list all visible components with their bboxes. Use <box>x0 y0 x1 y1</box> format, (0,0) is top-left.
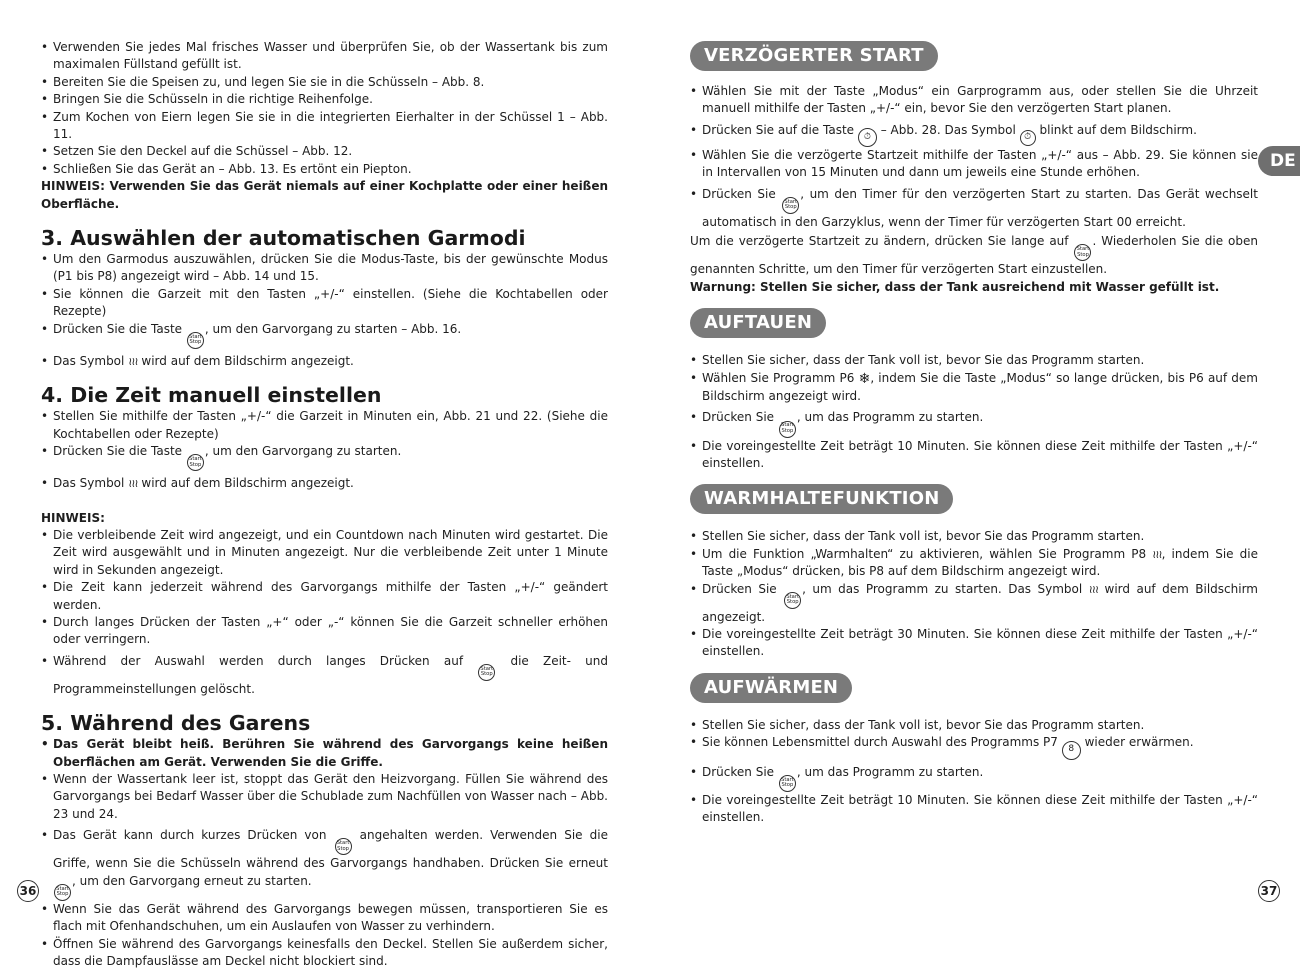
list-item: • Setzen Sie den Deckel auf die Schüssel – Abb. 12. <box>41 143 608 160</box>
list-item: • Drücken Sie Start Stop , um das Programm zu starten. <box>690 409 1258 437</box>
section-title-reheat: AUFWÄRMEN <box>690 673 852 703</box>
list-item: • Die voreingestellte Zeit beträgt 10 Minuten. Sie können diese Zeit mithilfe der Tasten „+/-“ einstellen. <box>690 792 1258 827</box>
list-item: • Wählen Sie Programm P6 ❄, indem Sie die Taste „Modus“ so lange drücken, bis P6 auf dem Bildschirm angezeigt wird. <box>690 370 1258 406</box>
start-stop-key-icon: Start Stop <box>54 884 71 901</box>
list-item: • Verwenden Sie jedes Mal frisches Wasser und überprüfen Sie, ob der Wassertank bis zum maximalen Füllstand gefüllt ist. <box>41 39 608 74</box>
list-item: • Sie können Lebensmittel durch Auswahl des Programms P7 8 wieder erwärmen. <box>690 734 1258 759</box>
start-stop-key-icon: Start Stop <box>784 592 801 609</box>
language-tab: DE <box>1258 146 1300 176</box>
list-item: • Stellen Sie sicher, dass der Tank voll ist, bevor Sie das Programm starten. <box>690 352 1258 369</box>
list-item: • Wählen Sie die verzögerte Startzeit mithilfe der Tasten „+/-“ aus – Abb. 29. Sie können sie in Intervallen von 15 Minuten und dann um jeweils eine Stunde erhöhen. <box>690 147 1258 182</box>
list-item: • Die voreingestellte Zeit beträgt 10 Minuten. Sie können diese Zeit mithilfe der Tasten „+/-“ einstellen. <box>690 438 1258 473</box>
intro-note: HINWEIS: Verwenden Sie das Gerät niemals auf einer Kochplatte oder einer heißen Oberfläche. <box>41 179 608 211</box>
delayed-start-warning: Warnung: Stellen Sie sicher, dass der Tank ausreichend mit Wasser gefüllt ist. <box>690 279 1220 294</box>
note-list <box>41 527 608 698</box>
steam-icon: ≀≀≀ <box>128 354 138 368</box>
thaw-list <box>690 352 1258 472</box>
steam-icon: ≀≀≀ <box>1088 582 1099 596</box>
list-item: • Drücken Sie Start Stop , um den Timer für den verzögerten Start zu starten. Das Gerät wechselt automatisch in den Garzyklus, wenn der Timer für verzögerten Start 00 erreicht. <box>690 186 1258 232</box>
list-item: • Stellen Sie sicher, dass der Tank voll ist, bevor Sie das Programm starten. <box>690 528 1258 545</box>
page-number-left: 36 <box>17 880 39 902</box>
section-4-list <box>41 408 608 492</box>
list-item: • Schließen Sie das Gerät an – Abb. 13. Es ertönt ein Piepton. <box>41 161 608 178</box>
keep-warm-list <box>690 528 1258 661</box>
list-item: • Drücken Sie Start Stop , um das Programm zu starten. <box>690 764 1258 792</box>
list-item: • Das Symbol ≀≀≀ wird auf dem Bildschirm angezeigt. <box>41 475 608 492</box>
section-3-title: 3. Auswählen der automatischen Garmodi <box>41 226 526 251</box>
list-item: • Um den Garmodus auszuwählen, drücken Sie die Modus-Taste, bis der gewünschte Modus (P1 bis P8) angezeigt wird – Abb. 14 und 15. <box>41 251 608 286</box>
list-item: • Drücken Sie die Taste Start Stop , um den Garvorgang zu starten – Abb. 16. <box>41 321 608 349</box>
section-5-list <box>41 736 608 970</box>
section-5-title: 5. Während des Garens <box>41 711 311 736</box>
steam-icon: ≀≀≀ <box>128 477 138 491</box>
list-item: • Öffnen Sie während des Garvorgangs keinesfalls den Deckel. Stellen Sie außerdem sicher, dass die Dampfauslässe am Deckel nicht blockiert sind. <box>41 936 608 971</box>
start-stop-key-icon: Start Stop <box>335 838 352 855</box>
right-page <box>690 0 1258 826</box>
delay-key-icon: ⏱ <box>858 128 877 147</box>
page-number-right: 37 <box>1258 880 1280 902</box>
start-stop-key-icon: Start Stop <box>1074 244 1091 261</box>
list-item: • Bereiten Sie die Speisen zu, und legen Sie sie in die Schüsseln – Abb. 8. <box>41 74 608 91</box>
list-item: • Stellen Sie mithilfe der Tasten „+/-“ die Garzeit in Minuten ein, Abb. 21 und 22. (Siehe die Kochtabellen oder Rezepte) <box>41 408 608 443</box>
list-item: • Zum Kochen von Eiern legen Sie sie in die integrierten Eierhalter in der Schüssel 1 – Abb. 11. <box>41 109 608 144</box>
list-item: • Wenn Sie das Gerät während des Garvorgangs bewegen müssen, transportieren Sie es flach mit Ofenhandschuhen, um ein Auslaufen von Wasser zu verhindern. <box>41 901 608 936</box>
section-title-thaw: AUFTAUEN <box>690 308 826 338</box>
list-item: • Stellen Sie sicher, dass der Tank voll ist, bevor Sie das Programm starten. <box>690 717 1258 734</box>
list-item: • Um die Funktion „Warmhalten“ zu aktivieren, wählen Sie Programm P8 ≀≀≀, indem Sie die Taste „Modus“ drücken, bis P8 auf dem Bildschirm angezeigt wird. <box>690 546 1258 581</box>
list-item: • Drücken Sie die Taste Start Stop , um den Garvorgang zu starten. <box>41 443 608 471</box>
reheat-program-icon: 8 <box>1062 741 1081 760</box>
list-item: • Während der Auswahl werden durch langes Drücken auf Start Stop die Zeit- und Programmeinstellungen gelöscht. <box>41 653 608 699</box>
section-3-list <box>41 251 608 370</box>
steam-icon: ≀≀≀ <box>1152 547 1162 561</box>
section-4-title: 4. Die Zeit manuell einstellen <box>41 383 382 408</box>
section-title-keep-warm: WARMHALTEFUNKTION <box>690 484 953 514</box>
delayed-start-list <box>690 83 1258 231</box>
list-item: • Drücken Sie auf die Taste ⏱ – Abb. 28. Das Symbol ⏱ blinkt auf dem Bildschirm. <box>690 122 1258 147</box>
snowflake-icon: ❄ <box>858 370 871 387</box>
start-stop-key-icon: Start Stop <box>187 332 204 349</box>
list-item: • Wenn der Wassertank leer ist, stoppt das Gerät den Heizvorgang. Füllen Sie während des Garvorgangs bei Bedarf Wasser über die Schublade zum Nachfüllen von Wasser nach – Abb. 23 und 24. <box>41 771 608 823</box>
list-item: • Die voreingestellte Zeit beträgt 30 Minuten. Sie können diese Zeit mithilfe der Tasten „+/-“ einstellen. <box>690 626 1258 661</box>
start-stop-key-icon: Start Stop <box>782 197 799 214</box>
start-stop-key-icon: Start Stop <box>187 454 204 471</box>
list-item: • Die verbleibende Zeit wird angezeigt, und ein Countdown nach Minuten wird gestartet. Die Zeit wird ausgewählt und in Minuten angezeigt. Nur die verbleibende Zeit unter 1 Minute wird in Sekunden angezeigt. <box>41 527 608 579</box>
list-item: • Bringen Sie die Schüsseln in die richtige Reihenfolge. <box>41 91 608 108</box>
list-item: • Durch langes Drücken der Tasten „+“ oder „-“ können Sie die Garzeit schneller erhöhen oder verringern. <box>41 614 608 649</box>
delayed-start-paragraph: Um die verzögerte Startzeit zu ändern, drücken Sie lange auf Start Stop . Wiederholen Sie die oben genannten Schritte, um den Timer für verzögerten Start einzustellen. <box>690 234 1258 277</box>
list-item: • Das Symbol ≀≀≀ wird auf dem Bildschirm angezeigt. <box>41 353 608 370</box>
left-page <box>41 0 608 971</box>
start-stop-key-icon: Start Stop <box>779 421 796 438</box>
list-item: • Die Zeit kann jederzeit während des Garvorgangs mithilfe der Tasten „+/-“ geändert werden. <box>41 579 608 614</box>
start-stop-key-icon: Start Stop <box>779 775 796 792</box>
section-title-delayed-start: VERZÖGERTER START <box>690 41 938 71</box>
list-item: • Wählen Sie mit der Taste „Modus“ ein Garprogramm aus, oder stellen Sie die Uhrzeit manuell mithilfe der Tasten „+/-“ ein, bevor Sie den verzögerten Start planen. <box>690 83 1258 118</box>
note-label: HINWEIS: <box>41 510 105 525</box>
list-item: • Drücken Sie Start Stop , um das Programm zu starten. Das Symbol ≀≀≀ wird auf dem Bildschirm angezeigt. <box>690 581 1258 627</box>
delay-symbol-icon: ⏱ <box>1020 130 1036 146</box>
start-stop-key-icon: Start Stop <box>478 664 495 681</box>
reheat-list <box>690 717 1258 827</box>
list-item: • Das Gerät bleibt heiß. Berühren Sie während des Garvorgangs keine heißen Oberflächen am Gerät. Verwenden Sie die Griffe. <box>41 736 608 771</box>
intro-list <box>41 39 608 178</box>
list-item: • Das Gerät kann durch kurzes Drücken von Start Stop angehalten werden. Verwenden Sie die Griffe, wenn Sie die Schüsseln während des Garvorgangs handhaben. Drücken Sie erneut Start Stop , um den Garvorgang erneut zu starten. <box>41 827 608 901</box>
list-item: • Sie können die Garzeit mit den Tasten „+/-“ einstellen. (Siehe die Kochtabellen oder Rezepte) <box>41 286 608 321</box>
